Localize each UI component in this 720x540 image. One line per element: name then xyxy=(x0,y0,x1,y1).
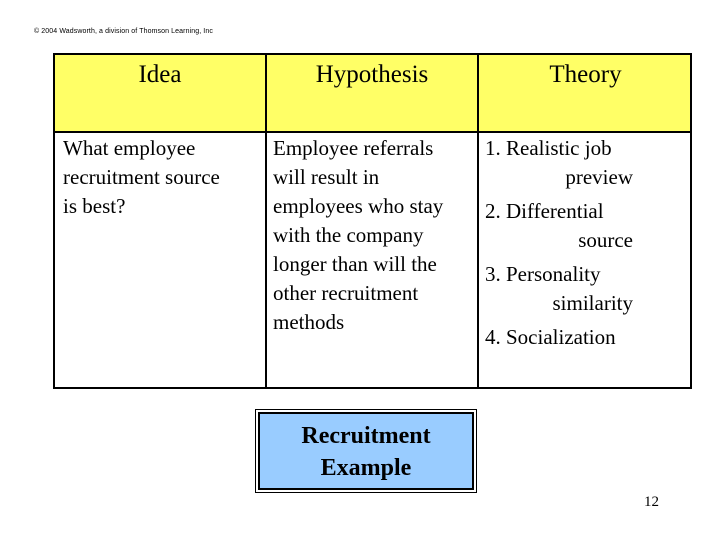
column-divider xyxy=(265,55,267,387)
theory-item-continuation: source xyxy=(578,228,633,252)
example-line: Example xyxy=(320,455,412,481)
hypothesis-line: employees who stay xyxy=(273,194,444,218)
theory-item-title: 2. Differential xyxy=(485,199,604,223)
page-number: 12 xyxy=(644,494,659,510)
header-hypothesis: Hypothesis xyxy=(315,61,429,88)
example-line: Recruitment xyxy=(301,423,431,449)
idea-cell xyxy=(63,134,220,221)
hypothesis-cell xyxy=(273,134,443,337)
theory-item-title: 1. Realistic job xyxy=(485,136,612,160)
idea-line: recruitment source xyxy=(63,165,220,189)
idea-line: What employee xyxy=(63,136,196,160)
hypothesis-line: longer than will the xyxy=(273,252,437,276)
header-theory: Theory xyxy=(549,61,622,88)
theory-item-continuation: similarity xyxy=(552,291,633,315)
hypothesis-line: will result in xyxy=(273,165,380,189)
header-idea: Idea xyxy=(138,61,182,88)
idea-line: is best? xyxy=(63,194,126,218)
theory-item-title: 3. Personality xyxy=(485,262,601,286)
copyright-notice: © 2004 Wadsworth, a division of Thomson Learning, Inc xyxy=(34,28,213,35)
recruitment-example-box xyxy=(258,412,474,490)
idea-hypothesis-theory-table xyxy=(53,53,692,389)
hypothesis-line: methods xyxy=(273,310,345,334)
hypothesis-line: other recruitment xyxy=(273,281,419,305)
hypothesis-line: with the company xyxy=(273,223,424,247)
theory-item-title: 4. Socialization xyxy=(485,325,616,349)
hypothesis-line: Employee referrals xyxy=(273,136,434,160)
theory-item-continuation: preview xyxy=(565,165,633,189)
column-divider xyxy=(477,55,479,387)
